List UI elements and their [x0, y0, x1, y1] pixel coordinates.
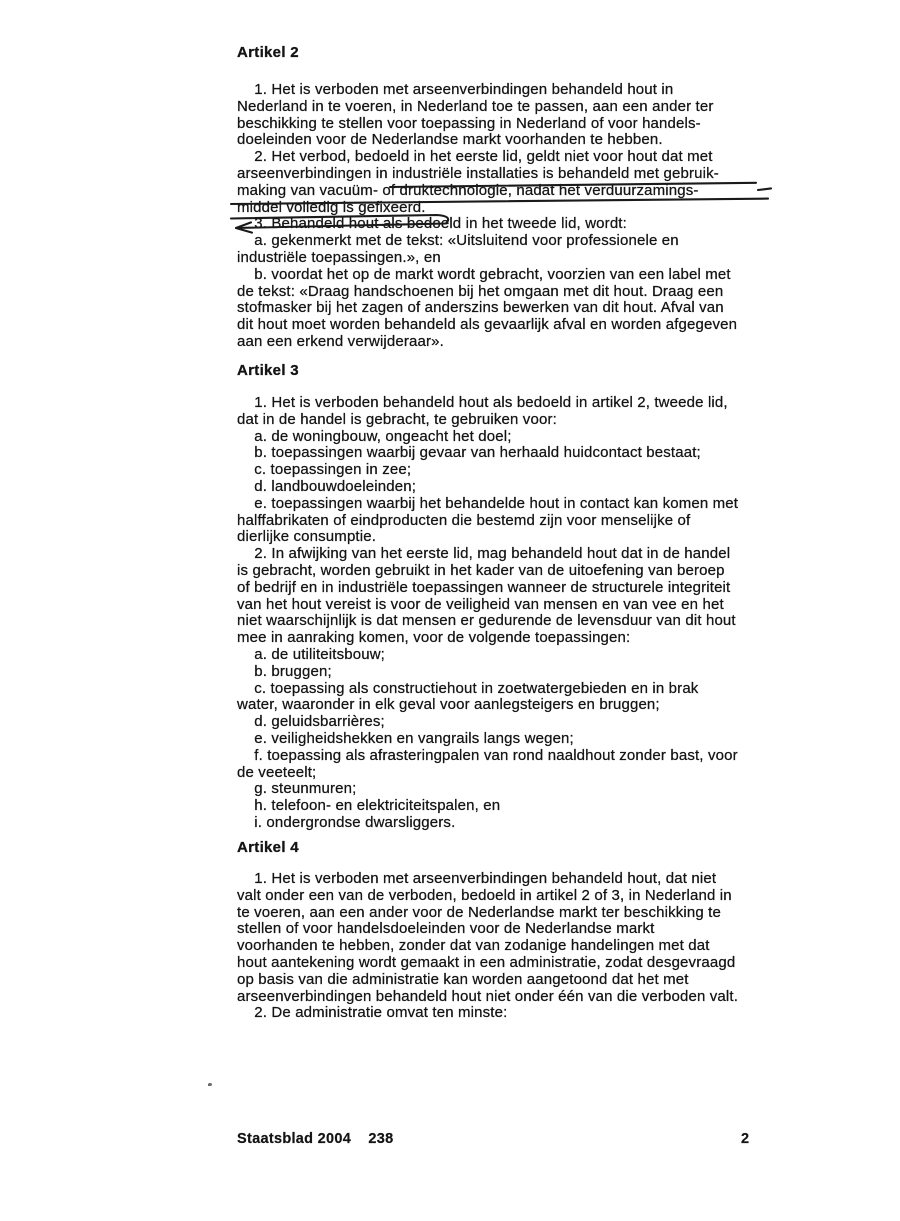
text-line: stofmasker bij het zagen of anderszins bewerken van dit hout. Afval van: [237, 299, 724, 317]
text-line: is gebracht, worden gebruikt in het kader van de uitoefening van beroep: [237, 561, 725, 579]
text-line: 1. Het is verboden met arseenverbindingen behandeld hout in: [237, 81, 674, 98]
text-line: e. veiligheidshekken en vangrails langs wegen;: [237, 729, 574, 747]
text-line: of bedrijf en in industriële toepassingen wanneer de structurele integriteit: [237, 578, 731, 596]
page-number: 2: [741, 1131, 750, 1147]
text-line: valt onder een van de verboden, bedoeld in artikel 2 of 3, in Nederland in: [237, 886, 732, 904]
text-line: mee in aanraking komen, voor de volgende toepassingen:: [237, 629, 631, 647]
section-heading: Artikel 3: [237, 362, 299, 379]
text-line: i. ondergrondse dwarsliggers.: [237, 813, 456, 831]
section-heading: Artikel 2: [237, 44, 299, 61]
text-line: 2. Het verbod, bedoeld in het eerste lid, geldt niet voor hout dat met: [237, 148, 713, 166]
text-line: arseenverbindingen behandeld hout niet onder één van die verboden valt.: [237, 987, 739, 1005]
text-line: van het hout vereist is voor de veiligheid van mensen en van vee en het: [237, 595, 724, 613]
text-line: arseenverbindingen in industriële installaties is behandeld met gebruik-: [237, 164, 719, 182]
scan-artifact-dot: [208, 1083, 212, 1086]
text-line: dierlijke consumptie.: [237, 528, 377, 546]
section-lines: [237, 871, 738, 1022]
text-line: 3. Behandeld hout als bedoeld in het tweede lid, wordt:: [237, 215, 627, 233]
text-line: voorhanden te hebben, zonder dat van zodanige handelingen met dat: [237, 937, 710, 955]
text-line: 1. Het is verboden behandeld hout als bedoeld in artikel 2, tweede lid,: [237, 394, 728, 411]
text-line: a. gekenmerkt met de tekst: «Uitsluitend voor professionele en: [237, 232, 679, 250]
text-line: c. toepassingen in zee;: [237, 461, 412, 479]
text-line: making van vacuüm- of druktechnologie, nadat het verduurzamings-: [237, 181, 699, 199]
section-heading: Artikel 4: [237, 839, 299, 856]
text-line: beschikking te stellen voor toepassing in Nederland of voor handels-: [237, 114, 701, 132]
text-line: water, waaronder in elk geval voor aanlegsteigers en bruggen;: [237, 696, 660, 714]
text-line: e. toepassingen waarbij het behandelde hout in contact kan komen met: [237, 494, 739, 512]
text-line: hout aantekening wordt gemaakt in een administratie, zodat desgevraagd: [237, 953, 736, 971]
text-line: d. geluidsbarrières;: [237, 713, 385, 731]
text-line: b. bruggen;: [237, 662, 332, 680]
text-line: b. toepassingen waarbij gevaar van herhaald huidcontact bestaat;: [237, 444, 701, 462]
text-line: 2. De administratie omvat ten minste:: [237, 1004, 508, 1022]
text-line: halffabrikaten of eindproducten die bestemd zijn voor menselijke of: [237, 511, 691, 529]
text-line: aan een erkend verwijderaar».: [237, 332, 444, 350]
section-lines: [237, 395, 738, 832]
text-line: b. voordat het op de markt wordt gebracht, voorzien van een label met: [237, 265, 731, 283]
text-line: g. steunmuren;: [237, 780, 357, 798]
text-line: de tekst: «Draag handschoenen bij het omgaan met dit hout. Draag een: [237, 282, 724, 300]
text-line: middel volledig is gefixeerd.: [237, 198, 426, 216]
footer-publication-label: Staatsblad 2004 238: [237, 1131, 394, 1147]
text-line: h. telefoon- en elektriciteitspalen, en: [237, 797, 501, 815]
text-line: doeleinden voor de Nederlandse markt voorhanden te hebben.: [237, 131, 663, 149]
text-line: de veeteelt;: [237, 763, 317, 781]
text-line: f. toepassing als afrasteringpalen van rond naaldhout zonder bast, voor: [237, 746, 738, 764]
text-line: 2. In afwijking van het eerste lid, mag behandeld hout dat in de handel: [237, 545, 731, 563]
text-line: te voeren, aan een ander voor de Nederlandse markt ter beschikking te: [237, 903, 721, 921]
text-line: dit hout moet worden behandeld als gevaarlijk afval en worden afgegeven: [237, 316, 738, 334]
text-line: industriële toepassingen.», en: [237, 248, 441, 266]
text-line: op basis van die administratie kan worden aangetoond dat het met: [237, 970, 689, 988]
text-line: dat in de handel is gebracht, te gebruiken voor:: [237, 410, 557, 428]
text-line: Nederland in te voeren, in Nederland toe te passen, aan een ander ter: [237, 97, 714, 115]
text-line: 1. Het is verboden met arseenverbindingen behandeld hout, dat niet: [237, 870, 717, 887]
text-line: a. de utiliteitsbouw;: [237, 645, 385, 663]
section-lines: [237, 82, 737, 351]
text-line: d. landbouwdoeleinden;: [237, 477, 417, 495]
text-line: c. toepassing als constructiehout in zoetwatergebieden en in brak: [237, 679, 699, 697]
text-line: stellen of voor handelsdoeleinden voor de Nederlandse markt: [237, 920, 655, 938]
text-line: niet waarschijnlijk is dat mensen er gedurende de levensduur van dit hout: [237, 612, 736, 630]
text-line: a. de woningbouw, ongeacht het doel;: [237, 427, 512, 445]
